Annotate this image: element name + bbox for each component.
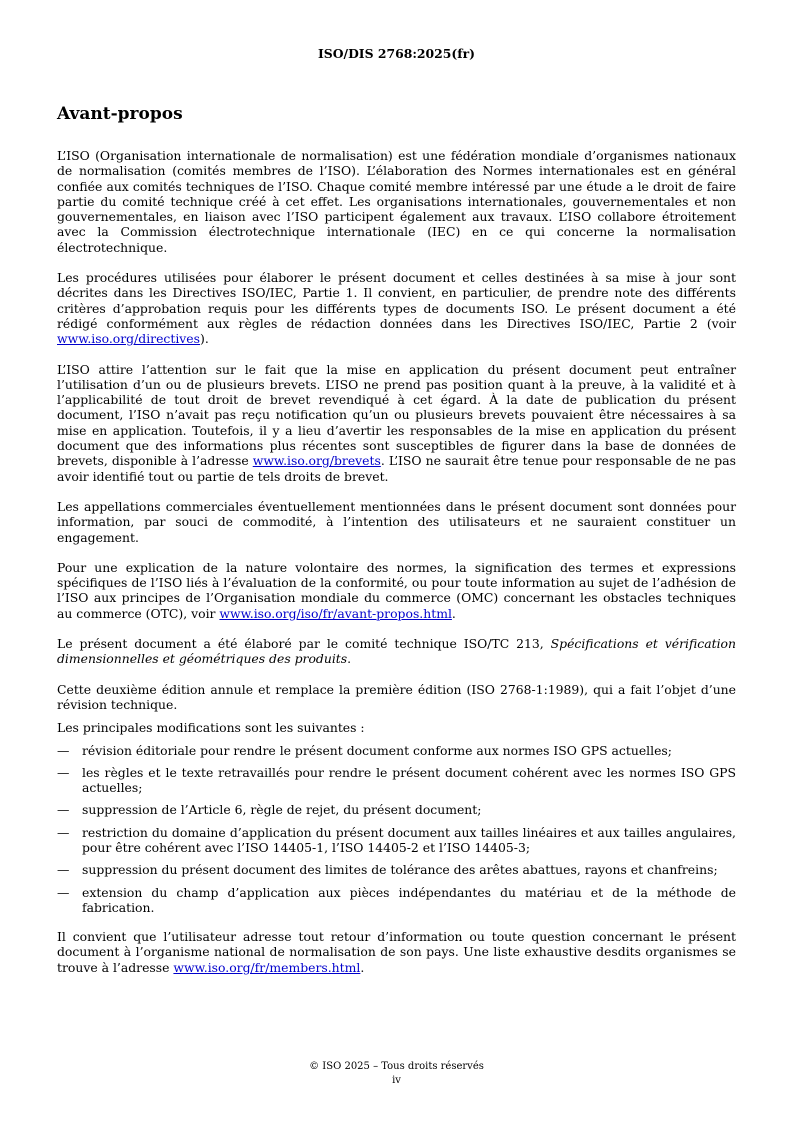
paragraph-committee — [57, 636, 736, 667]
dash-marker: — — [57, 764, 70, 780]
paragraph-patents — [57, 362, 736, 484]
paragraph-feedback — [57, 929, 736, 975]
list-item — [57, 765, 736, 796]
foreword-link[interactable]: www.iso.org/iso/fr/avant-propos.html — [219, 605, 452, 621]
document-id-header: ISO/DIS 2768:2025(fr) — [318, 46, 475, 61]
list-item — [57, 885, 736, 916]
list-item — [57, 862, 736, 877]
members-link[interactable]: www.iso.org/fr/members.html — [173, 959, 361, 975]
page-footer — [0, 1060, 793, 1088]
list-item-text: suppression de l’Article 6, règle de rejet, du présent document; — [82, 802, 482, 818]
paragraph-patents-text: L’ISO attire l’attention sur le fait que la mise en application du présent document peut entraîner l’utilisation d’un ou de plusieurs brevets. L’ISO ne prend pas position quant à la preuve, à la validité et à l’applicabilité de tout droit de brevet revendiqué à cet égard. À la date de publication du présent document, l’ISO n’avait pas reçu notification qu’un ou plusieurs brevets pouvaient être nécessaires à sa mise en application. Toutefois, il y a lieu d’avertir les responsables de la mise en application du présent document que des informations plus récentes sont susceptibles de figurer dans la base de données de brevets, disponible à l’adresse — [57, 361, 736, 469]
dash-marker: — — [57, 742, 70, 758]
paragraph-edition: Cette deuxième édition annule et remplace la première édition (ISO 2768-1:1989), qui a fait l’objet d’une révision technique. — [57, 681, 736, 712]
paragraph-changes-intro: Les principales modifications sont les suivantes : — [57, 720, 365, 736]
list-item — [57, 743, 736, 758]
list-item — [57, 825, 736, 856]
paragraph-patents-end: . L’ISO ne saurait être tenue pour responsable de ne pas avoir identifié tout ou partie de tels droits de brevet. — [57, 453, 736, 484]
dash-marker: — — [57, 862, 70, 878]
committee-title: Spécifications et vérification dimensionnelles et géométriques des produits — [57, 636, 736, 667]
paragraph-trade-names: Les appellations commerciales éventuellement mentionnées dans le présent document sont données pour information, par souci de commodité, à l’intention des utilisateurs et ne sauraient constituer un engagement. — [57, 498, 736, 545]
paragraph-feedback-text: Il convient que l’utilisateur adresse tout retour d’information ou toute question concernant le présent document à l’organisme national de normalisation de son pays. Une liste exhaustive desdits organismes se trouve à l’adresse — [57, 929, 736, 975]
paragraph-procedures — [57, 270, 736, 346]
directives-link[interactable]: www.iso.org/directives — [57, 331, 200, 347]
list-item — [57, 802, 736, 817]
copyright-notice: © ISO 2025 – Tous droits réservés — [309, 1061, 484, 1072]
page-number: iv — [392, 1075, 401, 1086]
foreword-section — [57, 104, 736, 990]
paragraph-procedures-text: Les procédures utilisées pour élaborer le présent document et celles destinées à sa mise à jour sont décrites dans les Directives ISO/IEC, Partie 1. Il convient, en particulier, de prendre note des différents critères d’approbation requis pour les différents types de documents ISO. Le présent document a été rédigé conformément aux règles de rédaction données dans les Directives ISO/IEC, Partie 2 (voir — [57, 270, 736, 331]
list-item-text: révision éditoriale pour rendre le présent document conforme aux normes ISO GPS actuelles; — [82, 742, 672, 758]
paragraph-feedback-end: . — [360, 959, 365, 975]
paragraph-iso-intro: L’ISO (Organisation internationale de normalisation) est une fédération mondiale d’organismes nationaux de normalisation (comités membres de l’ISO). L’élaboration des Normes internationales est en général confiée aux comités techniques de l’ISO. Chaque comité membre intéressé par une étude a le droit de faire partie du comité technique créé à cet effet. Les organisations internationales, gouvernementales et non gouvernementales, en liaison avec l’ISO participent également aux travaux. L’ISO collabore étroitement avec la Commission électrotechnique internationale (IEC) en ce qui concerne la normalisation électrotechnique. — [57, 148, 736, 255]
section-title: Avant-propos — [57, 104, 183, 124]
paragraph-voluntary-text: Pour une explication de la nature volontaire des normes, la signification des termes et expressions spécifiques de l’ISO liés à l’évaluation de la conformité, ou pour toute information au sujet de l’adhésion de l’ISO aux principes de l’Organisation mondiale du commerce (OMC) concernant les obstacles techniques au commerce (OTC), voir — [57, 559, 736, 621]
paragraph-committee-text: Le présent document a été élaboré par le comité technique ISO/TC 213, — [57, 636, 551, 652]
paragraph-committee-end: . — [347, 651, 352, 667]
patents-link[interactable]: www.iso.org/brevets — [252, 453, 381, 469]
list-item-text: extension du champ d’application aux pièces indépendantes du matériau et de la méthode de fabrication. — [82, 884, 736, 915]
dash-marker: — — [57, 802, 70, 818]
list-item-text: les règles et le texte retravaillés pour rendre le présent document cohérent avec les normes ISO GPS actuelles; — [82, 764, 736, 796]
paragraph-voluntary-nature — [57, 560, 736, 621]
dash-marker: — — [57, 824, 70, 840]
changes-list — [57, 743, 736, 916]
list-item-text: suppression du présent document des limites de tolérance des arêtes abattues, rayons et chanfreins; — [82, 862, 718, 878]
list-item-text: restriction du domaine d’application du présent document aux tailles linéaires et aux tailles angulaires, pour être cohérent avec l’ISO 14405-1, l’ISO 14405-2 et l’ISO 14405-3; — [82, 824, 736, 855]
dash-marker: — — [57, 884, 70, 900]
paragraph-voluntary-end: . — [451, 605, 456, 621]
paragraph-procedures-end: ). — [200, 331, 209, 347]
